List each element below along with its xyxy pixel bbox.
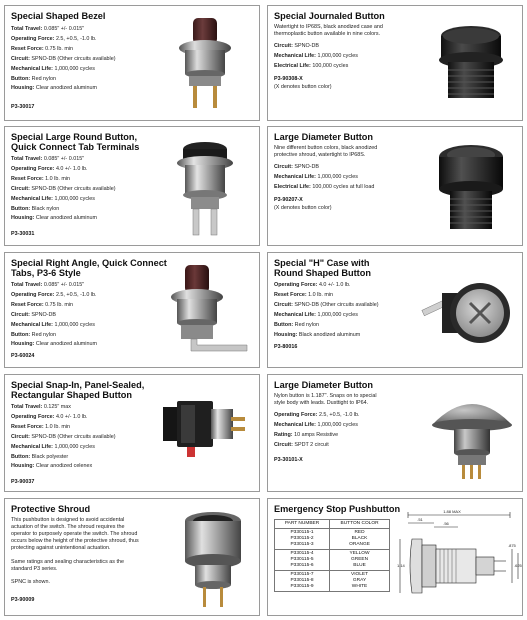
card-title: Special Large Round Button, Quick Connect Tab Terminals <box>11 132 140 152</box>
dimension-label: .875 <box>508 543 516 548</box>
card-snap-in-rectangular <box>4 374 260 492</box>
card-protective-shroud <box>4 498 260 616</box>
description: Nylon button is 1.187". Snaps on to special style body with leads. Dusttight to IP64. <box>274 393 377 406</box>
emergency-stop-dimension-drawing <box>394 509 522 613</box>
card-emergency-stop-pushbutton <box>267 498 523 616</box>
description-circuit: SPNC is shown. <box>11 579 50 585</box>
description: Nine different button colors, black anodized protective shroud, watertight to IP68S. <box>274 145 378 158</box>
part-number: P3-90037 <box>11 479 35 485</box>
large-diameter-shroud-button-image <box>428 135 514 241</box>
spec-list: Total Travel: 0.085" +/- 0.015" Operating Force: 4.0 +/- 1.0 lb. Reset Force: 1.0 lb. min Circuit: SPNO-DB (Other circuits available) Mechanical Life: 1,000,000 cycles Button: Black nylon Housing: Clear anodized aluminum <box>11 156 116 222</box>
dimension-max-label: 1.88 MAX <box>443 509 461 514</box>
card-large-round-button <box>4 126 260 246</box>
part-number: P3-30101-X <box>274 457 303 463</box>
card-title: Emergency Stop Pushbutton <box>274 504 401 514</box>
part-number: P3-30031 <box>11 231 35 237</box>
mushroom-button-image <box>426 389 518 485</box>
spec-list: Circuit: SPNO-DB Mechanical Life: 1,000,000 cycles Electrical Life: 100,000 cycles at full load <box>274 164 375 190</box>
card-h-case-round-button <box>267 252 523 368</box>
table-row: P330115-7 P330115-8 P330115-9 VIOLET GRAY WHITE <box>275 571 390 592</box>
card-right-angle-quick-connect <box>4 252 260 368</box>
spec-list: Operating Force: 2.5, +0.5, -1.0 lb. Mechanical Life: 1,000,000 cycles Rating: 10 amps Resistive Circuit: SPDT 2 circuit <box>274 412 360 448</box>
description: This pushbutton is designed to avoid accidental actuation of the switch. The shroud requires the operator to purposely operate the switch. The shroud occurs below the height of the protective shroud, thus protecting against unintentional actuation. <box>11 517 139 551</box>
spec-list: Total Travel: 0.085" +/- 0.015" Operating Force: 2.5, +0.5, -1.0 lb. Reset Force: 0.75 lb. min Circuit: SPNO-DB (Other circuits available) Mechanical Life: 1,000,000 cycles Button: Red nylon Housing: Clear anodized aluminum <box>11 26 116 92</box>
part-number: P3-90308-X <box>274 76 303 82</box>
column-header-part-number: PART NUMBER <box>275 520 330 529</box>
h-case-button-image <box>418 273 518 359</box>
part-number: P3-80016 <box>274 344 298 350</box>
round-button-tab-terminals-image <box>165 137 245 243</box>
spec-list: Operating Force: 4.0 +/- 1.0 lb. Reset Force: 1.0 lb. min Circuit: SPNO-DB (Other circuits available) Mechanical Life: 1,000,000 cycles Button: Red nylon Housing: Black anodized aluminum <box>274 282 379 338</box>
description: Watertight to IP68S, black anodized case and thermoplastic button available in nine colors. <box>274 24 383 37</box>
card-title: Special "H" Case with Round Shaped Button <box>274 258 371 278</box>
card-title: Special Snap-In, Panel-Sealed, Rectangular Shaped Button <box>11 380 145 400</box>
table-header <box>275 520 390 529</box>
journaled-button-image <box>426 14 516 114</box>
card-special-shaped-bezel <box>4 5 260 121</box>
table-row: P330115-4 P330115-5 P330115-6 YELLOW GREEN BLUE <box>275 550 390 571</box>
card-title: Special Journaled Button <box>274 11 385 21</box>
description-ratings: Same ratings and sealing characteristics as the standard P3 series. <box>11 559 124 572</box>
card-title: Large Diameter Button <box>274 380 374 390</box>
card-title: Special Shaped Bezel <box>11 11 106 21</box>
card-special-journaled-button <box>267 5 523 121</box>
part-number: P3-90207-X <box>274 197 303 203</box>
part-number: P3-90009 <box>11 597 35 603</box>
table-row: P330115-1 P330115-2 P330115-3 RED BLACK ORANGE <box>275 529 390 550</box>
snap-in-rectangular-button-image <box>157 393 253 483</box>
card-large-diameter-button-mushroom <box>267 374 523 492</box>
part-number: P3-30017 <box>11 104 35 110</box>
card-title: Protective Shroud <box>11 504 91 514</box>
dimension-label: .625 <box>514 563 522 568</box>
card-title: Special Right Angle, Quick Connect Tabs, P3-6 Style <box>11 258 167 278</box>
part-number: P3-60024 <box>11 353 35 359</box>
dimension-label: .56 <box>443 521 449 526</box>
column-header-button-color: BUTTON COLOR <box>330 520 390 529</box>
part-note: (X denotes button color) <box>274 205 332 211</box>
spec-list: Total Travel: 0.085" +/- 0.015" Operating Force: 2.5, +0.5, -1.0 lb. Reset Force: 0.75 lb. min Circuit: SPNO-DB Mechanical Life: 1,000,000 cycles Button: Red nylon Housing: Clear anodized aluminum <box>11 282 97 348</box>
part-color-table <box>274 519 390 592</box>
dimension-label: .51 <box>417 517 423 522</box>
protective-shroud-button-image <box>173 507 253 613</box>
spec-list: Circuit: SPNO-DB Mechanical Life: 1,000,000 cycles Electrical Life: 100,000 cycles <box>274 43 358 69</box>
spec-list: Total Travel: 0.125" max Operating Force: 4.0 +/- 1.0 lb. Reset Force: 1.0 lb. min Circuit: SPNO-DB (Other circuits available) Mechanical Life: 1,000,000 cycles Button: Black polyester Housing: Clear anodized celenex <box>11 404 116 470</box>
card-large-diameter-button <box>267 126 523 246</box>
right-angle-button-image <box>161 261 253 361</box>
dimension-label: 1.14 <box>397 563 405 568</box>
part-note: (X denotes button color) <box>274 84 332 90</box>
card-title: Large Diameter Button <box>274 132 374 142</box>
pushbutton-bezel-image <box>165 12 247 116</box>
